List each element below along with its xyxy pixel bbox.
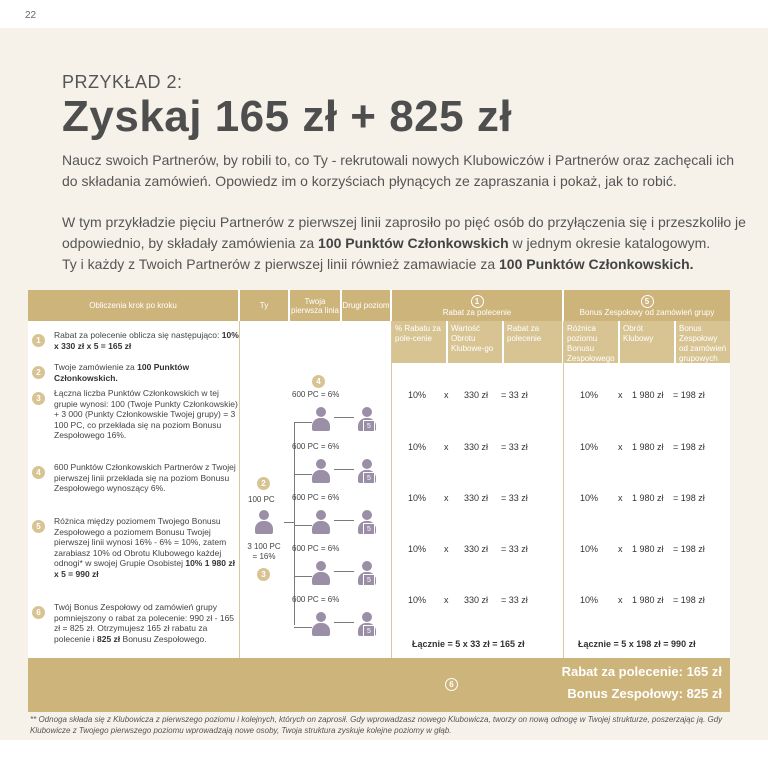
team-x: x — [618, 390, 623, 400]
example-text-a: W tym przykładzie pięciu Partnerów z pierwszej linii zaprosiło po pięć osób do przyłączenia się i przeszkoliło je odpowiednio, by składały zamówienia za — [62, 214, 746, 251]
second-level-count: 5 — [363, 574, 375, 586]
step-body: Rabat za polecenie oblicza się następująco: — [54, 330, 222, 340]
step-badge: 5 — [32, 520, 45, 533]
ty-person-icon — [255, 510, 273, 534]
header-first-line: Twoja pierwsza linia — [290, 290, 340, 321]
step-tail: Bonusu Zespołowego. — [120, 633, 207, 644]
first-line-pc: 600 PC = 6% — [292, 544, 340, 553]
referral-x: x — [444, 595, 449, 605]
step-text — [54, 362, 239, 383]
tree-branch — [294, 474, 312, 475]
second-level-count: 5 — [363, 420, 375, 432]
first-line-pc: 600 PC = 6% — [292, 390, 340, 399]
referral-amount: = 33 zł — [501, 442, 528, 452]
header-referral-label: Rabat za polecenie — [442, 307, 512, 317]
referral-turnover: 330 zł — [464, 442, 489, 452]
example-text-d: Ty i każdy z Twoich Partnerów z pierwszej linii również zamawiacie za — [62, 256, 500, 272]
team-club-turnover: 1 980 zł — [632, 544, 664, 554]
second-level-count: 5 — [363, 472, 375, 484]
team-diff: 10% — [580, 493, 599, 503]
referral-x: x — [444, 390, 449, 400]
referral-turnover: 330 zł — [464, 544, 489, 554]
step-body: Różnica między poziomem Twojego Bonusu Zespołowego a poziomem Bonusu Twojej pierwszej linii wynosi 16% - 6% = 10%, zatem zarabiasz 10% od Obrotu Klubowego każdej odnogi* w swojej Grupie Osobistej — [54, 516, 227, 568]
step-body: Łączna liczba Punktów Członkowskich w tej grupie wynosi: 100 (Twoje Punkty Członkowskie) + 3 000 (Punkty Członkowskie Twojej grupy) = 3 100 PC, co przekłada się na poziom Bonusu Zespołowego 16%. — [54, 388, 238, 440]
step-badge: 2 — [32, 366, 45, 379]
team-diff: 10% — [580, 544, 599, 554]
team-club-turnover: 1 980 zł — [632, 493, 664, 503]
referral-amount: = 33 zł — [501, 493, 528, 503]
column-divider — [239, 321, 240, 658]
referral-badge: 1 — [471, 295, 484, 308]
team-x: x — [618, 544, 623, 554]
referral-pct: 10% — [408, 442, 427, 452]
total-team: Bonus Zespołowy: 825 zł — [567, 686, 722, 701]
subheader-pct: % Rabatu za pole-cenie — [392, 321, 446, 363]
referral-amount: = 33 zł — [501, 595, 528, 605]
first-line-person-icon — [312, 612, 330, 636]
referral-x: x — [444, 442, 449, 452]
example-text-c: w jednym okresie katalogowym. — [508, 235, 711, 251]
first-line-badge: 4 — [312, 375, 325, 388]
ty-group-pc: 3 100 PC = 16% — [247, 542, 281, 561]
first-line-pc: 600 PC = 6% — [292, 595, 340, 604]
step-badge: 1 — [32, 334, 45, 347]
sum-team: Łącznie = 5 x 198 zł = 990 zł — [578, 639, 696, 649]
team-bonus-amount: = 198 zł — [673, 595, 705, 605]
step-text — [54, 462, 239, 494]
first-line-person-icon — [312, 561, 330, 585]
eyebrow-label: PRZYKŁAD 2: — [62, 72, 183, 92]
step-text — [54, 388, 239, 441]
page-headline: Zyskaj 165 zł + 825 zł — [62, 92, 513, 141]
header-team-label: Bonus Zespołowy od zamówień grupy — [579, 307, 715, 317]
column-divider — [563, 321, 564, 658]
first-line-pc: 600 PC = 6% — [292, 442, 340, 451]
step-body: 600 Punktów Członkowskich Partnerów z Twojej pierwszej linii przekłada się na poziom Bonusu Zespołowego wynoszący 6%. — [54, 462, 236, 493]
step-badge: 6 — [32, 606, 45, 619]
intro-paragraph: Naucz swoich Partnerów, by robili to, co Ty - rekrutowali nowych Klubowiczów i Partnerów oraz zachęcali ich do składania zamówień. Opowiedz im o korzyściach płynących ze zapraszania i pokaż, jak to robić. — [62, 152, 735, 189]
example-text-e: 100 Punktów Członkowskich. — [499, 256, 694, 272]
team-club-turnover: 1 980 zł — [632, 390, 664, 400]
step-bold: 100 Punktów Członkowskich. — [54, 362, 190, 383]
first-line-person-icon — [312, 407, 330, 431]
referral-amount: = 33 zł — [501, 544, 528, 554]
second-level-count: 5 — [363, 523, 375, 535]
example-text-b: 100 Punktów Członkowskich — [318, 235, 509, 251]
ty-pc: 100 PC — [248, 495, 275, 504]
team-diff: 10% — [580, 442, 599, 452]
step-bold: 825 zł — [97, 633, 121, 644]
team-club-turnover: 1 980 zł — [632, 595, 664, 605]
example-paragraph — [62, 212, 752, 275]
page-number: 22 — [25, 10, 37, 21]
subheader-level-diff: Różnica poziomu Bonusu Zespołowego — [564, 321, 618, 363]
first-line-pc: 600 PC = 6% — [292, 493, 340, 502]
step-body: Twoje zamówienie za — [54, 362, 138, 372]
ty-badge-bottom: 3 — [257, 568, 270, 581]
team-diff: 10% — [580, 390, 599, 400]
subheader-rabat: Rabat za polecenie — [504, 321, 562, 363]
tree-branch — [294, 525, 312, 526]
total-referral: Rabat za polecenie: 165 zł — [561, 664, 722, 679]
referral-pct: 10% — [408, 595, 427, 605]
footnote: ** Odnoga składa się z Klubowicza z pierwszego poziomu i kolejnych, których on zaprosił. Gdy wprowadzasz nowego Klubowicza, tworzy on nową odnogę w Twojej strukturze, poszerzając ją. Gdy Klubowicze z Twojego pierwszego poziomu wprowadzają nowe osoby, Twoja struktura zyskuje kolejne poziomy w głąb. — [30, 715, 723, 735]
team-x: x — [618, 442, 623, 452]
referral-turnover: 330 zł — [464, 595, 489, 605]
tree-connector — [284, 522, 294, 523]
team-bonus-amount: = 198 zł — [673, 390, 705, 400]
tree-branch — [294, 627, 312, 628]
step-bold: 10% x 330 zł x 5 = 165 zł — [54, 330, 239, 351]
level-connector — [334, 469, 354, 470]
header-referral — [392, 290, 562, 321]
level-connector — [334, 417, 354, 418]
subheader-turnover: Wartość Obrotu Klubowe-go — [448, 321, 502, 363]
step-text — [54, 602, 239, 644]
tree-branch — [294, 422, 312, 423]
first-line-person-icon — [312, 510, 330, 534]
total-badge: 6 — [445, 678, 458, 691]
header-second-level: Drugi poziom — [342, 290, 390, 321]
step-body: Twój Bonus Zespołowy od zamówień grupy pomniejszony o rabat za polecenie: 990 zł - 165 zł = 825 zł. Otrzymujesz 165 zł rabatu za polecenie i — [54, 602, 235, 644]
column-divider — [391, 321, 392, 658]
team-bonus-amount: = 198 zł — [673, 493, 705, 503]
step-badge: 4 — [32, 466, 45, 479]
ty-badge-top: 2 — [257, 477, 270, 490]
tree-branch — [294, 576, 312, 577]
team-x: x — [618, 493, 623, 503]
referral-amount: = 33 zł — [501, 390, 528, 400]
subheader-club-turnover: Obrót Klubowy — [620, 321, 674, 363]
team-club-turnover: 1 980 zł — [632, 442, 664, 452]
referral-turnover: 330 zł — [464, 390, 489, 400]
team-x: x — [618, 595, 623, 605]
team-bonus-amount: = 198 zł — [673, 544, 705, 554]
calculation-table — [28, 290, 730, 712]
team-badge: 5 — [641, 295, 654, 308]
level-connector — [334, 571, 354, 572]
level-connector — [334, 520, 354, 521]
team-bonus-amount: = 198 zł — [673, 442, 705, 452]
sum-referral: Łącznie = 5 x 33 zł = 165 zł — [412, 639, 525, 649]
referral-pct: 10% — [408, 390, 427, 400]
header-steps: Obliczenia krok po kroku — [28, 290, 238, 321]
step-text — [54, 516, 239, 579]
step-badge: 3 — [32, 392, 45, 405]
referral-turnover: 330 zł — [464, 493, 489, 503]
referral-pct: 10% — [408, 493, 427, 503]
second-level-count: 5 — [363, 625, 375, 637]
level-connector — [334, 622, 354, 623]
totals-bar — [28, 658, 730, 712]
referral-x: x — [444, 493, 449, 503]
step-text — [54, 330, 239, 351]
referral-pct: 10% — [408, 544, 427, 554]
team-diff: 10% — [580, 595, 599, 605]
first-line-person-icon — [312, 459, 330, 483]
header-team-bonus — [564, 290, 730, 321]
step-bold: 10% 1 980 zł x 5 = 990 zł — [54, 558, 235, 579]
referral-x: x — [444, 544, 449, 554]
header-ty: Ty — [240, 290, 288, 321]
subheader-team-bonus-orders: Bonus Zespołowy od zamówień grupowych — [676, 321, 730, 363]
